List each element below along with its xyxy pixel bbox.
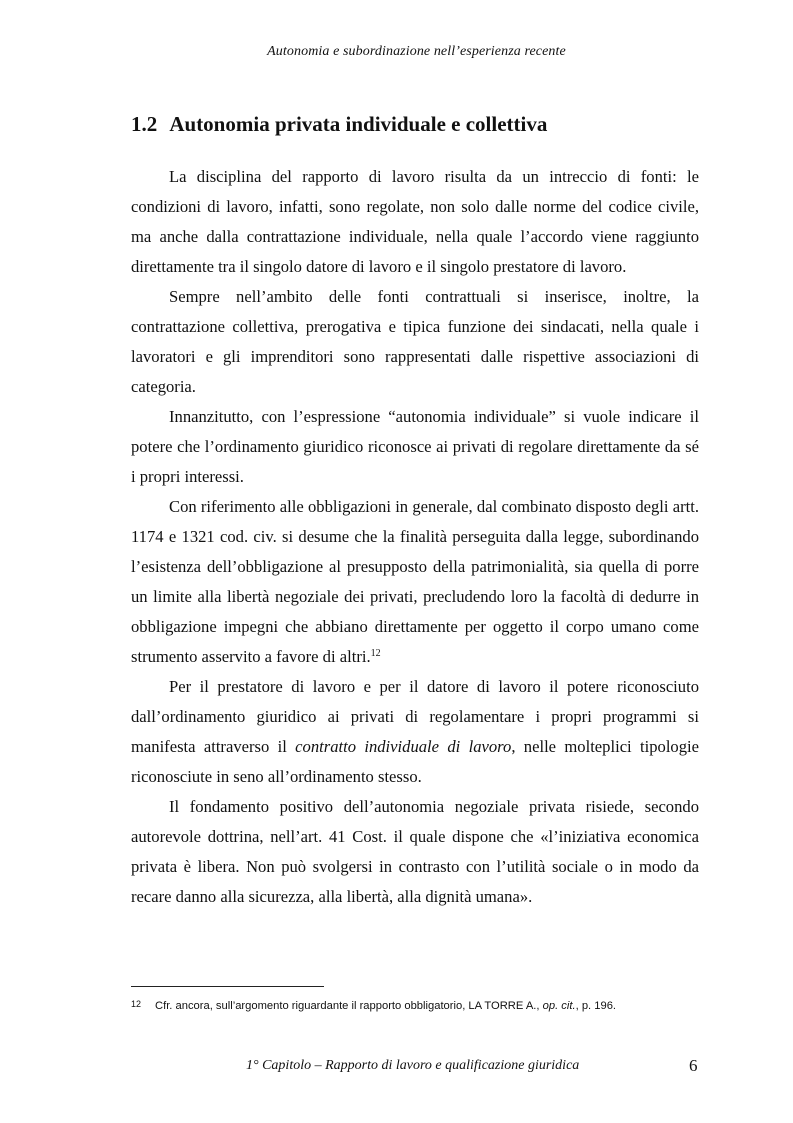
running-header-title: Autonomia e subordinazione nell’esperienza recente [267,44,566,59]
section-number: 1.2 [131,112,158,136]
footnote-emphasis: op. cit. [542,1000,576,1012]
paragraph-emphasis: contratto individuale di lavoro [295,737,512,756]
running-header [0,44,793,60]
footnote-text: , p. 196. [575,1000,617,1012]
paragraph [131,402,699,492]
paragraph [131,492,699,672]
footnote-text: Cfr. ancora, sull’argomento riguardante il rapporto obbligatorio, LA TORRE A., [155,1000,543,1012]
paragraph [131,792,699,912]
paragraph-text: Il fondamento positivo dell’autonomia negoziale privata risiede, secondo autorevole dottrina, nell’art. 41 Cost. il quale dispone che «l’iniziativa economica privata è libera. Non può svolgersi in contrasto con l’utilità sociale o in modo da recare danno alla sicurezza, alla libertà, alla dignità umana». [131,797,699,906]
footer-chapter-title: 1° Capitolo – Rapporto di lavoro e qualificazione giuridica [246,1058,580,1073]
paragraph-text: Innanzitutto, con l’espressione “autonomia individuale” si vuole indicare il potere che l’ordinamento giuridico riconosce ai privati di regolare direttamente da sé i propri interessi. [131,407,699,486]
paragraph-text: Sempre nell’ambito delle fonti contrattuali si inserisce, inoltre, la contrattazione collettiva, prerogativa e tipica funzione dei sindacati, nella quale i lavoratori e gli imprenditori sono rappresentati dalle rispettive associazioni di categoria. [131,287,699,396]
paragraph [131,162,699,282]
footnote [131,996,711,1014]
paragraph-text: Per il prestatore di lavoro e per il datore di lavoro il potere riconosciuto dall’ordinamento giuridico ai privati di regolamentare i propri programmi si manifesta attraverso il [131,677,699,756]
paragraph-text: La disciplina del rapporto di lavoro risulta da un intreccio di fonti: le condizioni di lavoro, infatti, sono regolate, non solo dalle norme del codice civile, ma anche dalla contrattazione individuale, nella quale l’accordo viene raggiunto direttamente tra il singolo datore di lavoro e il singolo prestatore di lavoro. [131,167,699,276]
page-number: 6 [689,1056,698,1075]
paragraph [131,672,699,792]
section-title: Autonomia privata individuale e collettiva [169,112,548,136]
paragraph-text: Con riferimento alle obbligazioni in generale, dal combinato disposto degli artt. 1174 e 1321 cod. civ. si desume che la finalità perseguita dalla legge, subordinando l’esistenza dell’obbligazione al presupposto della patrimonialità, sia quella di porre un limite alla libertà negoziale dei privati, precludendo loro la facoltà di dedurre in obbligazione impegni che abbiano direttamente per oggetto il corpo umano come strumento asservito a favore di altri. [131,497,699,666]
section-heading [131,112,547,137]
paragraph [131,282,699,402]
footnote-number: 12 [131,999,142,1009]
paragraph-text: , nelle molteplici tipologie riconosciute in seno all’ordinamento stesso. [131,737,700,786]
body-text [131,162,699,912]
footnote-separator [131,986,324,987]
footnote-reference[interactable]: 12 [370,648,381,659]
